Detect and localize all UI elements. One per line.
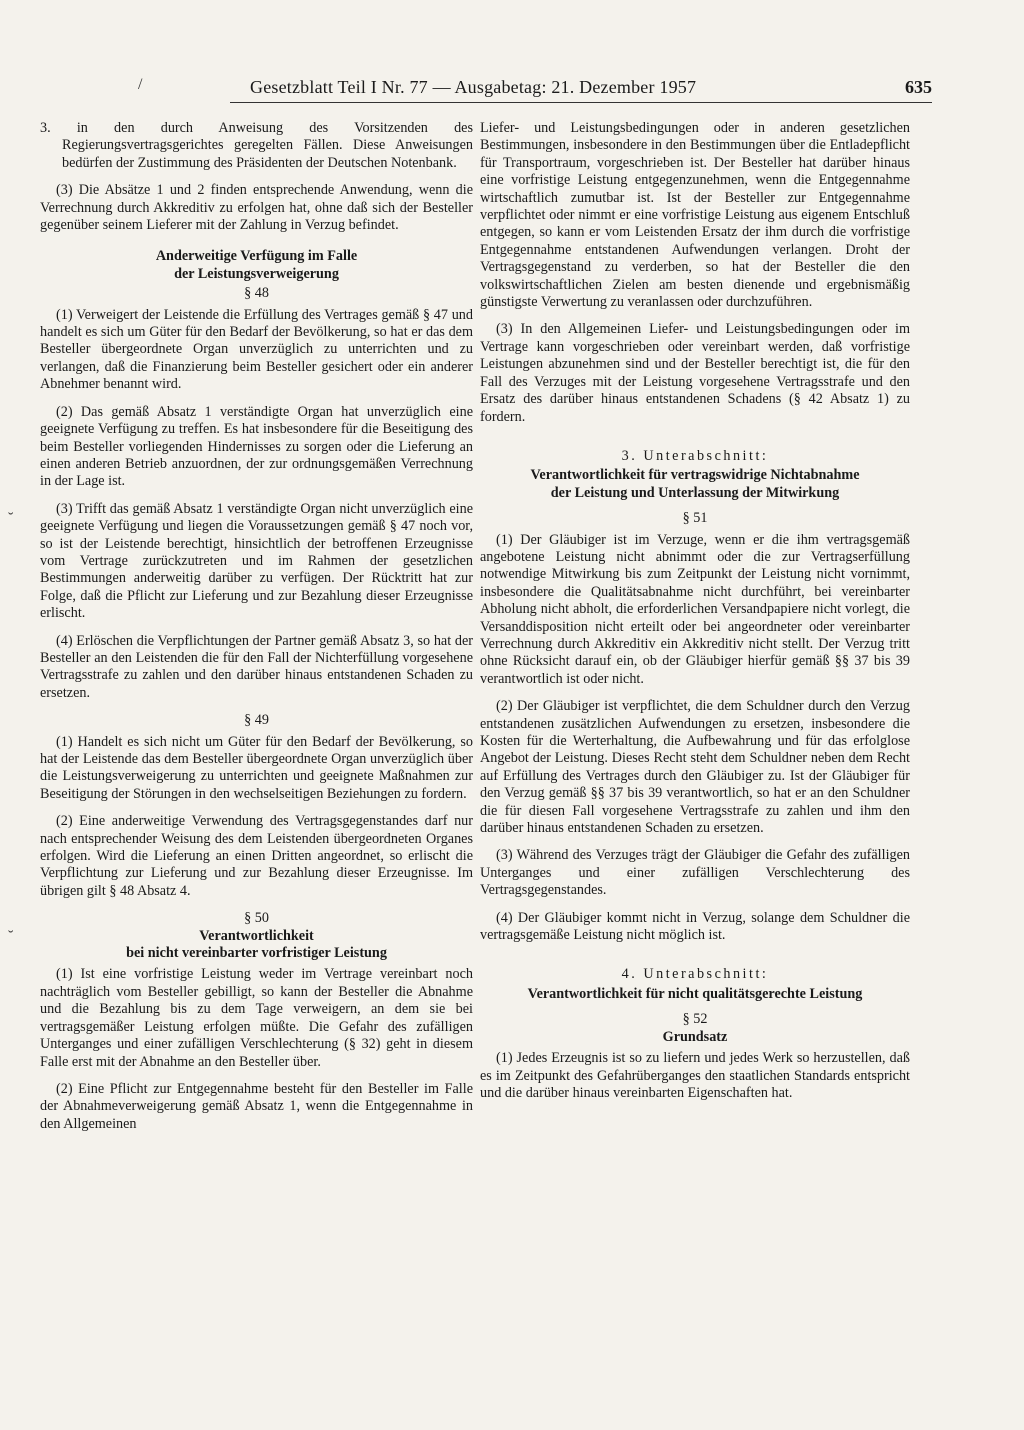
paragraph-number: § 51 [682,510,708,527]
header-title: Gesetzblatt Teil I Nr. 77 — Ausgabetag: 21. Dezember 1957 [250,77,697,97]
subsection-title: Verantwortlichkeit für vertragswidrige Nichtabnahme [530,467,860,484]
paragraph: (2) Eine anderweitige Verwendung des Vertragsgegenstandes darf nur nach entsprechender Weisung des dem Leistenden übergeordneten Organes erfolgen. Wird die Lieferung an einen Dritten angeordnet, so erlischt die Verpflichtung zur Lieferung und zur Bezahlung dieser Erzeugnisse. Im übrigen gilt § 48 Absatz 4. [40,813,473,899]
section-heading: Grundsatz [662,1028,728,1045]
paragraph: (3) Während des Verzuges trägt der Gläubiger die Gefahr des zufälligen Unterganges und einer zufälligen Verschlechterung des Vertragsgegenstandes. [480,847,910,899]
margin-mark-tick: ˘ [8,510,14,527]
paragraph: (4) Der Gläubiger kommt nicht in Verzug, solange dem Schuldner die vertragsgemäße Leistung nicht möglich ist. [480,909,910,944]
paragraph-number: § 50 [244,910,269,927]
list-item-3: 3. in den durch Anweisung des Vorsitzenden des Regierungsvertragsgerichtes geregelten Fällen. Diese Anweisungen bedürfen der Zustimmung des Präsidenten der Deutschen Notenbank. [40,120,473,171]
page-number: 635 [905,77,932,97]
paragraph: (1) Ist eine vorfristige Leistung weder im Vertrage vereinbart noch nachträglich vom Besteller gebilligt, so kann der Besteller die Abnahme und die Bezahlung bis zu dem Tage verweigern, an dem sie bei vertragsgemäßer Leistung erfolgen müßte. Die Gefahr des zufälligen Unterganges und einer zufälligen Verschlechterung (§ 32) geht in diesem Falle erst mit der Abnahme an den Besteller über. [40,966,473,1070]
section-heading: Verantwortlichkeit [199,927,314,944]
paragraph-number: § 52 [682,1011,708,1028]
subsection-label: 4. Unterabschnitt: [621,966,769,983]
section-heading: bei nicht vereinbarter vorfristiger Leistung [126,945,387,962]
subsection-title: Verantwortlichkeit für nicht qualitätsgerechte Leistung [527,985,863,1002]
paragraph: (2) Eine Pflicht zur Entgegennahme besteht für den Besteller im Falle der Abnahmeverweigerung gemäß Absatz 1, wenn die Entgegennahme in den Allgemeinen [40,1080,473,1132]
section-heading: der Leistungsverweigerung [174,265,339,282]
paragraph: (1) Verweigert der Leistende die Erfüllung des Vertrages gemäß § 47 und handelt es sich um Güter für den Bedarf der Bevölkerung, so hat er das dem Besteller übergeordnete Organ unverzüglich zu unterrichten und zu verlangen, daß die Finanzierung beim Besteller gesichert oder ein anderer Abnehmer benannt wird. [40,306,473,393]
subsection-label: 3. Unterabschnitt: [621,447,769,464]
right-column [480,120,910,1112]
paragraph-number: § 49 [244,712,269,729]
page-header [140,74,932,104]
paragraph: (3) In den Allgemeinen Liefer- und Leistungsbedingungen oder im Vertrage kann vorgeschrieben oder vereinbart werden, daß vorfristige Leistungen abzunehmen sind und der Besteller berechtigt ist, die für den Fall des Verzuges mit der Leistung vorgesehene Vertragsstrafe und den Ersatz des darüber hinaus entstandenen Schadens (§ 42 Absatz 1) zu fordern. [480,321,910,425]
margin-mark-tick: ˘ [8,928,14,945]
header-rule [230,102,932,103]
paragraph: (1) Jedes Erzeugnis ist so zu liefern und jedes Werk so herzustellen, daß es im Zeitpunkt des Gefahrüberganges den staatlichen Standards entspricht und die darüber hinaus vereinbarten Eigenschaften hat. [480,1050,910,1101]
paragraph: (1) Der Gläubiger ist im Verzuge, wenn er die ihm vertragsgemäß angebotene Leistung nicht abnimmt oder die zur Vertragserfüllung notwendige Mitwirkung bis zum Zeitpunkt der Leistung nicht vornimmt, insbesondere die Qualitätsabnahme nicht durchführt, bei vereinbarter Abholung nicht abholt, die erforderlichen Versandpapiere nicht vorlegt, die Versanddisposition nicht erteilt oder bei angeordneter oder vereinbarter Verrechnung durch Akkreditiv ein Akkreditiv nicht stellt. Der Verzug tritt ohne Rücksicht darauf ein, ob der Gläubiger hierfür gemäß §§ 37 bis 39 verantwortlich ist oder nicht. [480,531,910,687]
subsection-title: der Leistung und Unterlassung der Mitwirkung [550,484,840,501]
paragraph-number: § 48 [244,285,269,302]
paragraph: (3) Trifft das gemäß Absatz 1 verständigte Organ nicht unverzüglich eine geeignete Verfügung und liegen die Voraussetzungen gemäß § 47 noch vor, so ist der Leistende berechtigt, hinsichtlich der betroffenen Erzeugnisse vom Vertrage zurückzutreten und im Rahmen der gesetzlichen Bestimmungen anderweitig darüber zu verfügen. Der Rücktritt hat zur Folge, daß die Pflicht zur Lieferung und zur Bezahlung dieser Erzeugnisse erlischt. [40,500,473,622]
paragraph: (4) Erlöschen die Verpflichtungen der Partner gemäß Absatz 3, so hat der Besteller an den Leistenden die für den Fall der Nichterfüllung vorgesehene Vertragsstrafe zu zahlen und den darüber hinaus entstandenen Schaden zu ersetzen. [40,632,473,701]
paragraph: (3) Die Absätze 1 und 2 finden entsprechende Anwendung, wenn die Verrechnung durch Akkreditiv zu erfolgen hat, ohne daß sich der Besteller gegenüber seinem Lieferer mit der Zahlung in Verzug befindet. [40,182,473,234]
paragraph-continuation: Liefer- und Leistungsbedingungen oder in anderen gesetzlichen Bestimmungen, insbesondere in den Bestimmungen über die Entladepflicht für Transportraum, vorgeschrieben ist. Der Besteller hat darüber hinaus eine vorfristige Leistung entgegenzunehmen, wenn die Entgegennahme wirtschaftlich zumutbar ist. Ist der Besteller zur Entgegennahme verpflichtet oder nimmt er eine vorfristige Leistung aus eigenem Entschluß entgegen, so kann er vom Leistenden Ersatz der ihm durch die vorfristige Entgegennahme entstandenen Aufwendungen verlangen. Droht der Vertragsgegenstand zu verderben, so hat der Besteller die den volkswirtschaftlichen Zielen am besten dienende und ergebnismäßig günstigste Verwertung zu veranlassen oder durchzuführen. [480,120,910,311]
left-column [40,120,473,1143]
margin-mark-slash: / [138,76,143,93]
paragraph: (2) Der Gläubiger ist verpflichtet, die dem Schuldner durch den Verzug entstandenen zusätzlichen Aufwendungen zu ersetzen, insbesondere die Kosten für die Werterhaltung, die Aufbewahrung und für das erfolglose Angebot der Leistung. Dieses Recht steht dem Schuldner neben dem Recht auf Erfüllung des Vertrages durch den Gläubiger zu. Ist der Gläubiger für den Verzug gemäß §§ 37 bis 39 verantwortlich, so hat er an den Schuldner die für diesen Fall vorgesehene Vertragsstrafe zu zahlen und ihm den darüber hinaus entstandenen Schaden zu ersetzen. [480,698,910,837]
paragraph: (1) Handelt es sich nicht um Güter für den Bedarf der Bevölkerung, so hat der Leistende das dem Besteller übergeordnete Organ unverzüglich über die Leistungsverweigerung zu unterrichten und geeignete Maßnahmen zur Beseitigung der Störungen in den wechselseitigen Beziehungen zu fordern. [40,733,473,802]
section-heading: Anderweitige Verfügung im Falle [155,248,358,265]
paragraph: (2) Das gemäß Absatz 1 verständigte Organ hat unverzüglich eine geeignete Verfügung zu treffen. Es hat insbesondere für die Beseitigung des beim Besteller vorliegenden Hindernisses zu sorgen oder die Lieferung an einen anderen Betrieb anzuordnen, der zur ordnungsgemäßen Verrechnung in der Lage ist. [40,403,473,490]
